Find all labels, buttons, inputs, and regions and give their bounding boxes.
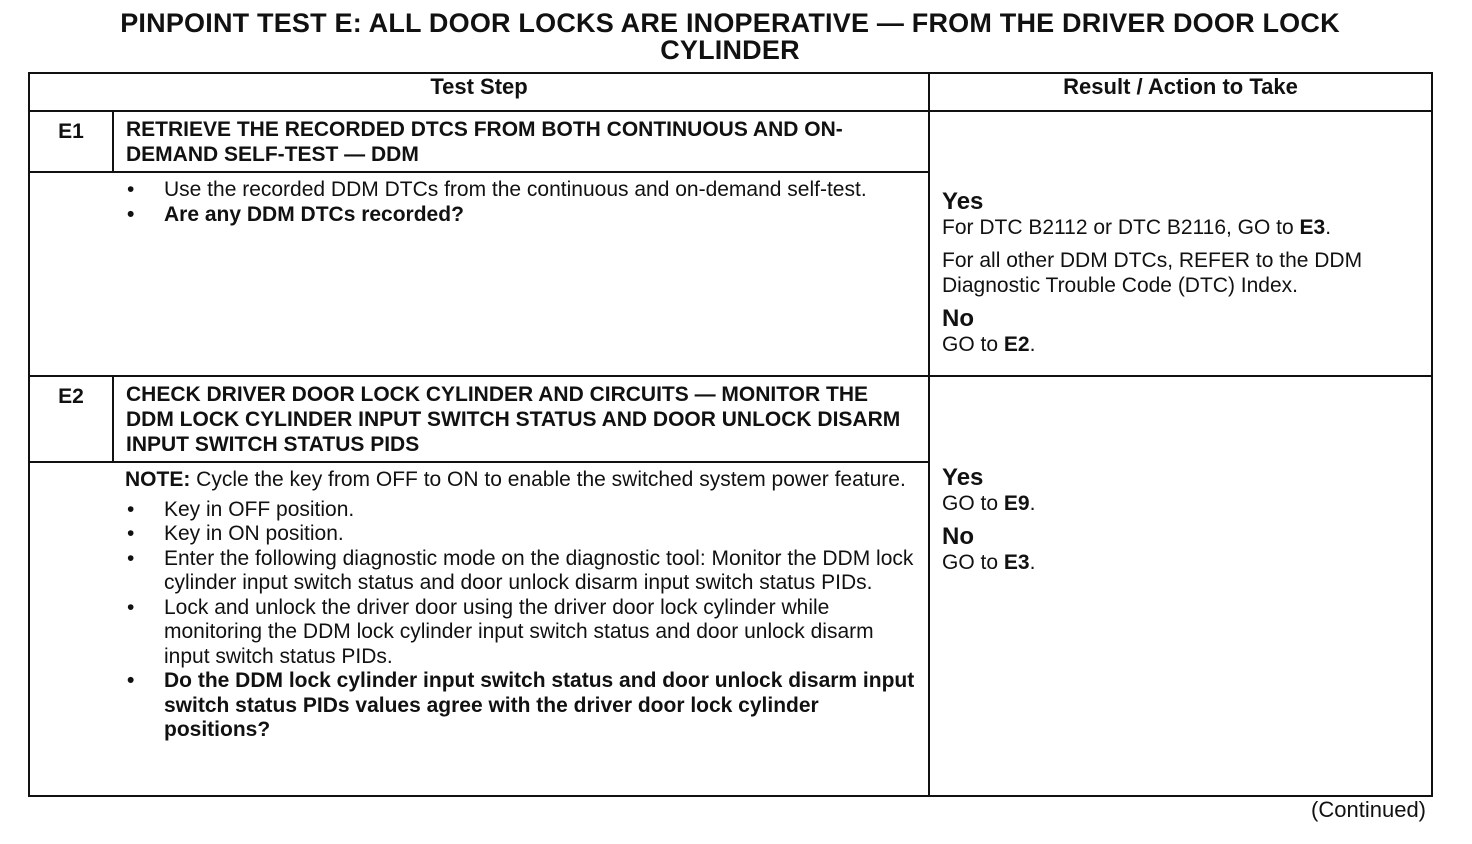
e2-bullet: • Lock and unlock the driver door using the driver door lock cylinder while monitoring the DDM lock cylinder input switch status and door unlock disarm input switch status PIDs. [127, 595, 874, 668]
e1-title-row [29, 111, 1432, 172]
test-step-header: Test Step [29, 73, 929, 111]
e2-bullet-question: • Do the DDM lock cylinder input switch status and door unlock disarm input switch status PIDs values agree with the driver door lock cylinder positions? [127, 669, 915, 741]
e2-note: NOTE: Cycle the key from OFF to ON to enable the switched system power feature. [125, 468, 906, 491]
e2-id-spacer [29, 462, 113, 796]
e2-yes-label: Yes [942, 464, 984, 491]
header-row [29, 73, 1432, 111]
e1-no-action: GO to E2. [942, 332, 1036, 356]
e1-yes-label: Yes [942, 187, 984, 215]
e2-no-action: GO to E3. [942, 551, 1036, 574]
e1-bullet-question: • Are any DDM DTCs recorded? [127, 202, 464, 226]
page-title: PINPOINT TEST E: ALL DOOR LOCKS ARE INOPERATIVE — FROM THE DRIVER DOOR LOCK CYLINDER [120, 8, 1340, 65]
e1-step-title: RETRIEVE THE RECORDED DTCS FROM BOTH CONTINUOUS AND ON-DEMAND SELF-TEST — DDM [113, 111, 929, 172]
e1-step-id: E1 [29, 111, 113, 172]
e2-result-cell [929, 376, 1432, 796]
result-header: Result / Action to Take [929, 73, 1432, 111]
continued-label: (Continued) [1311, 797, 1426, 822]
e2-bullet: • Key in OFF position. [127, 497, 355, 521]
e1-bullet: • Use the recorded DDM DTCs from the continuous and on-demand self-test. [127, 178, 867, 201]
e1-step-body [113, 172, 929, 376]
e2-bullet: • Enter the following diagnostic mode on the diagnostic tool: Monitor the DDM lock cylinder input switch status and door unlock disarm input switch status PIDs. [127, 546, 914, 594]
e1-yes-action-2: For all other DDM DTCs, REFER to the DDM Diagnostic Trouble Code (DTC) Index. [942, 248, 1363, 297]
e1-id-spacer [29, 172, 113, 376]
e2-title-row [29, 376, 1432, 462]
e2-yes-action: GO to E9. [942, 492, 1036, 515]
e1-no-label: No [942, 304, 975, 332]
e2-no-label: No [942, 523, 975, 550]
pinpoint-test-table [28, 72, 1433, 797]
e2-bullet: • Key in ON position. [127, 522, 344, 545]
e2-step-id: E2 [29, 376, 113, 462]
e1-yes-action-1: For DTC B2112 or DTC B2116, GO to E3. [942, 215, 1332, 239]
e2-step-body [113, 462, 929, 796]
e1-result-cell [929, 111, 1432, 376]
e2-step-title: CHECK DRIVER DOOR LOCK CYLINDER AND CIRCUITS — MONITOR THE DDM LOCK CYLINDER INPUT SWITCH STATUS AND DOOR UNLOCK DISARM INPUT SWITCH STATUS PIDS [113, 376, 929, 462]
